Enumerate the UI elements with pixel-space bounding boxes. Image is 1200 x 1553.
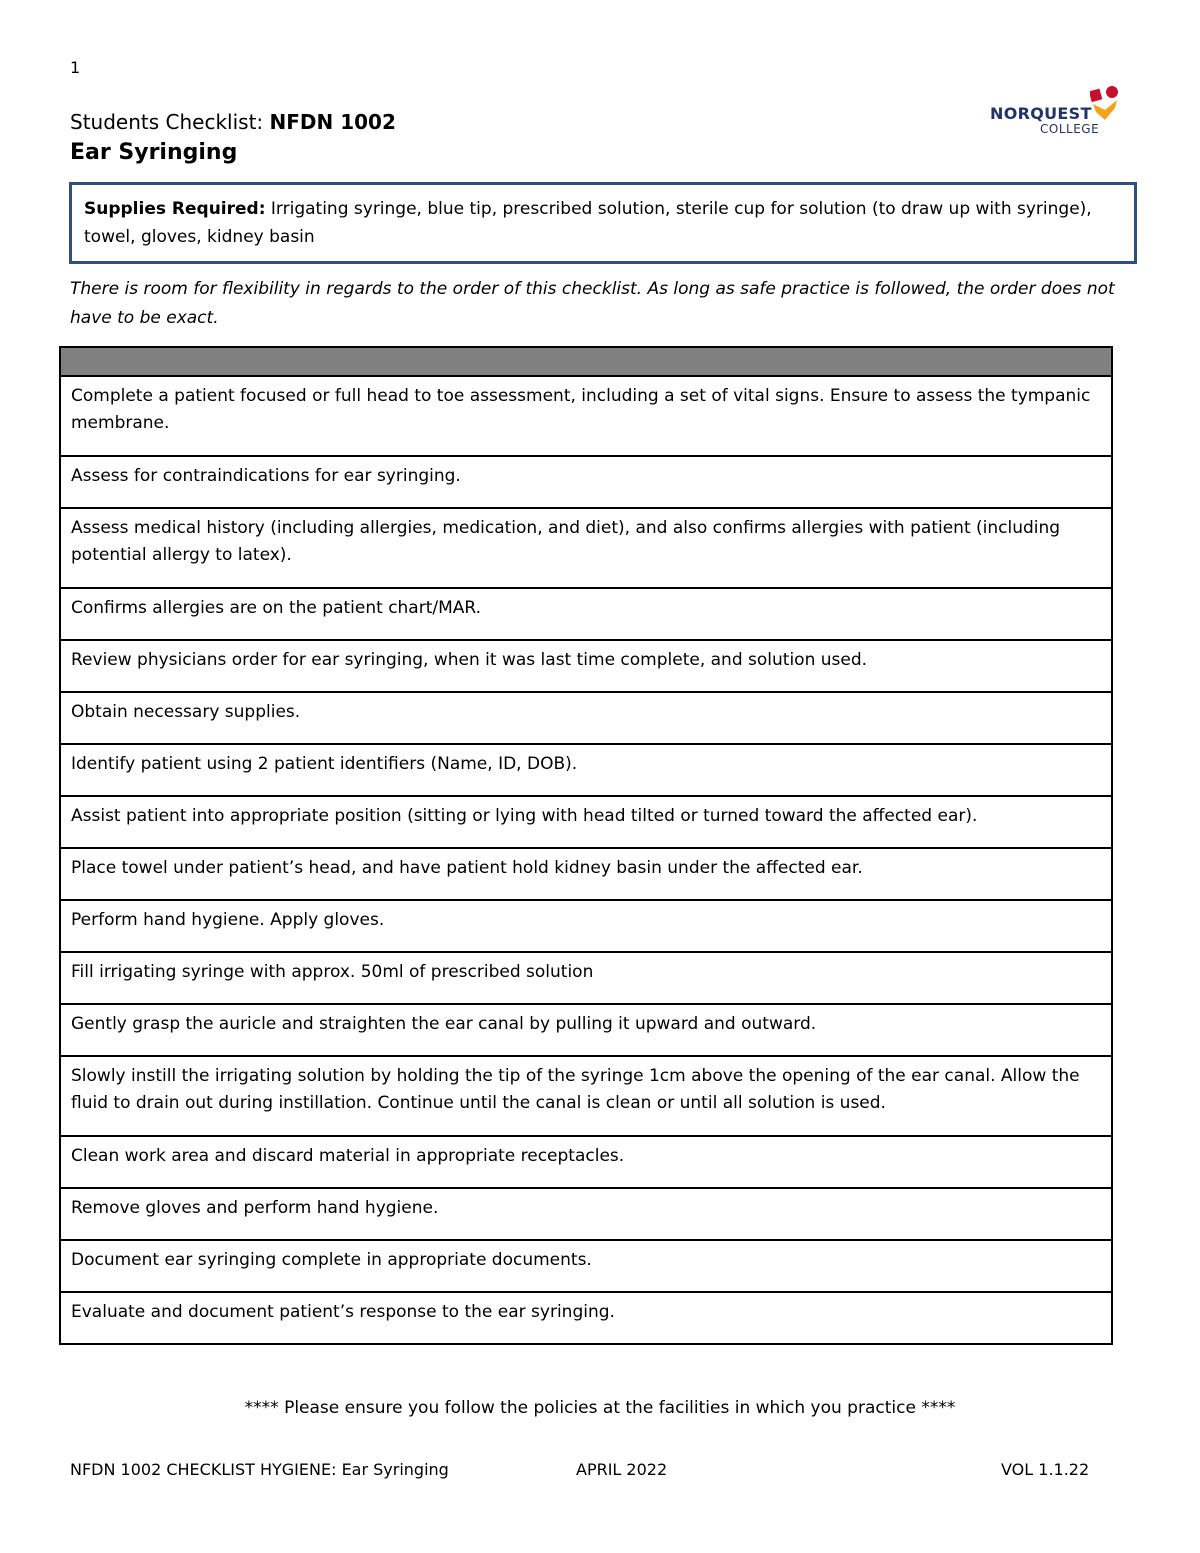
checklist-row: Obtain necessary supplies.: [61, 693, 1111, 745]
checklist-row: Confirms allergies are on the patient chart/MAR.: [61, 589, 1111, 641]
document-title: [70, 110, 396, 134]
checklist-row: Assess for contraindications for ear syringing.: [61, 457, 1111, 509]
checklist-row: Review physicians order for ear syringing, when it was last time complete, and solution used.: [61, 641, 1111, 693]
checklist-table: [59, 346, 1113, 1345]
checklist-row: Gently grasp the auricle and straighten the ear canal by pulling it upward and outward.: [61, 1005, 1111, 1057]
checklist-row: Fill irrigating syringe with approx. 50ml of prescribed solution: [61, 953, 1111, 1005]
policy-note: **** Please ensure you follow the policies at the facilities in which you practice ****: [244, 1398, 956, 1418]
footer-date: APRIL 2022: [576, 1460, 668, 1479]
checklist-row: Evaluate and document patient’s response to the ear syringing.: [61, 1293, 1111, 1345]
checklist-row: Complete a patient focused or full head to toe assessment, including a set of vital signs. Ensure to assess the tympanic membrane.: [61, 377, 1111, 457]
intro-note: There is room for flexibility in regards to the order of this checklist. As long as safe practice is followed, the order does not have to be exact.: [70, 279, 1115, 328]
supplies-box: [69, 182, 1137, 264]
title-prefix: Students Checklist:: [70, 110, 270, 134]
footer-title: NFDN 1002 CHECKLIST HYGIENE: Ear Syringing: [70, 1460, 449, 1479]
norquest-logo: [976, 74, 1132, 152]
checklist-header: [61, 348, 1111, 377]
checklist-row: Perform hand hygiene. Apply gloves.: [61, 901, 1111, 953]
supplies-text: Irrigating syringe, blue tip, prescribed solution, sterile cup for solution (to draw up with syringe), towel, gloves, kidney basin: [84, 199, 1092, 247]
checklist-row: Slowly instill the irrigating solution by holding the tip of the syringe 1cm above the opening of the ear canal. Allow the fluid to drain out during instillation. Continue until the canal is clean or until all solution is used.: [61, 1057, 1111, 1137]
checklist-row: Assist patient into appropriate position (sitting or lying with head tilted or turned toward the affected ear).: [61, 797, 1111, 849]
page-subtitle: Ear Syringing: [70, 140, 238, 165]
course-code: NFDN 1002: [269, 110, 396, 134]
logo-subtext: COLLEGE: [1040, 122, 1100, 136]
supplies-label: Supplies Required:: [84, 199, 266, 219]
footer-version: VOL 1.1.22: [1001, 1460, 1090, 1479]
page-number: 1: [70, 58, 81, 77]
logo-mark-icon: [1090, 84, 1120, 124]
checklist-row: Identify patient using 2 patient identifiers (Name, ID, DOB).: [61, 745, 1111, 797]
checklist-row: Place towel under patient’s head, and have patient hold kidney basin under the affected ear.: [61, 849, 1111, 901]
logo-wordmark: NORQUEST: [990, 104, 1092, 123]
checklist-row: Remove gloves and perform hand hygiene.: [61, 1189, 1111, 1241]
checklist-row: Document ear syringing complete in appropriate documents.: [61, 1241, 1111, 1293]
checklist-row: Clean work area and discard material in appropriate receptacles.: [61, 1137, 1111, 1189]
checklist-row: Assess medical history (including allergies, medication, and diet), and also confirms allergies with patient (including potential allergy to latex).: [61, 509, 1111, 589]
